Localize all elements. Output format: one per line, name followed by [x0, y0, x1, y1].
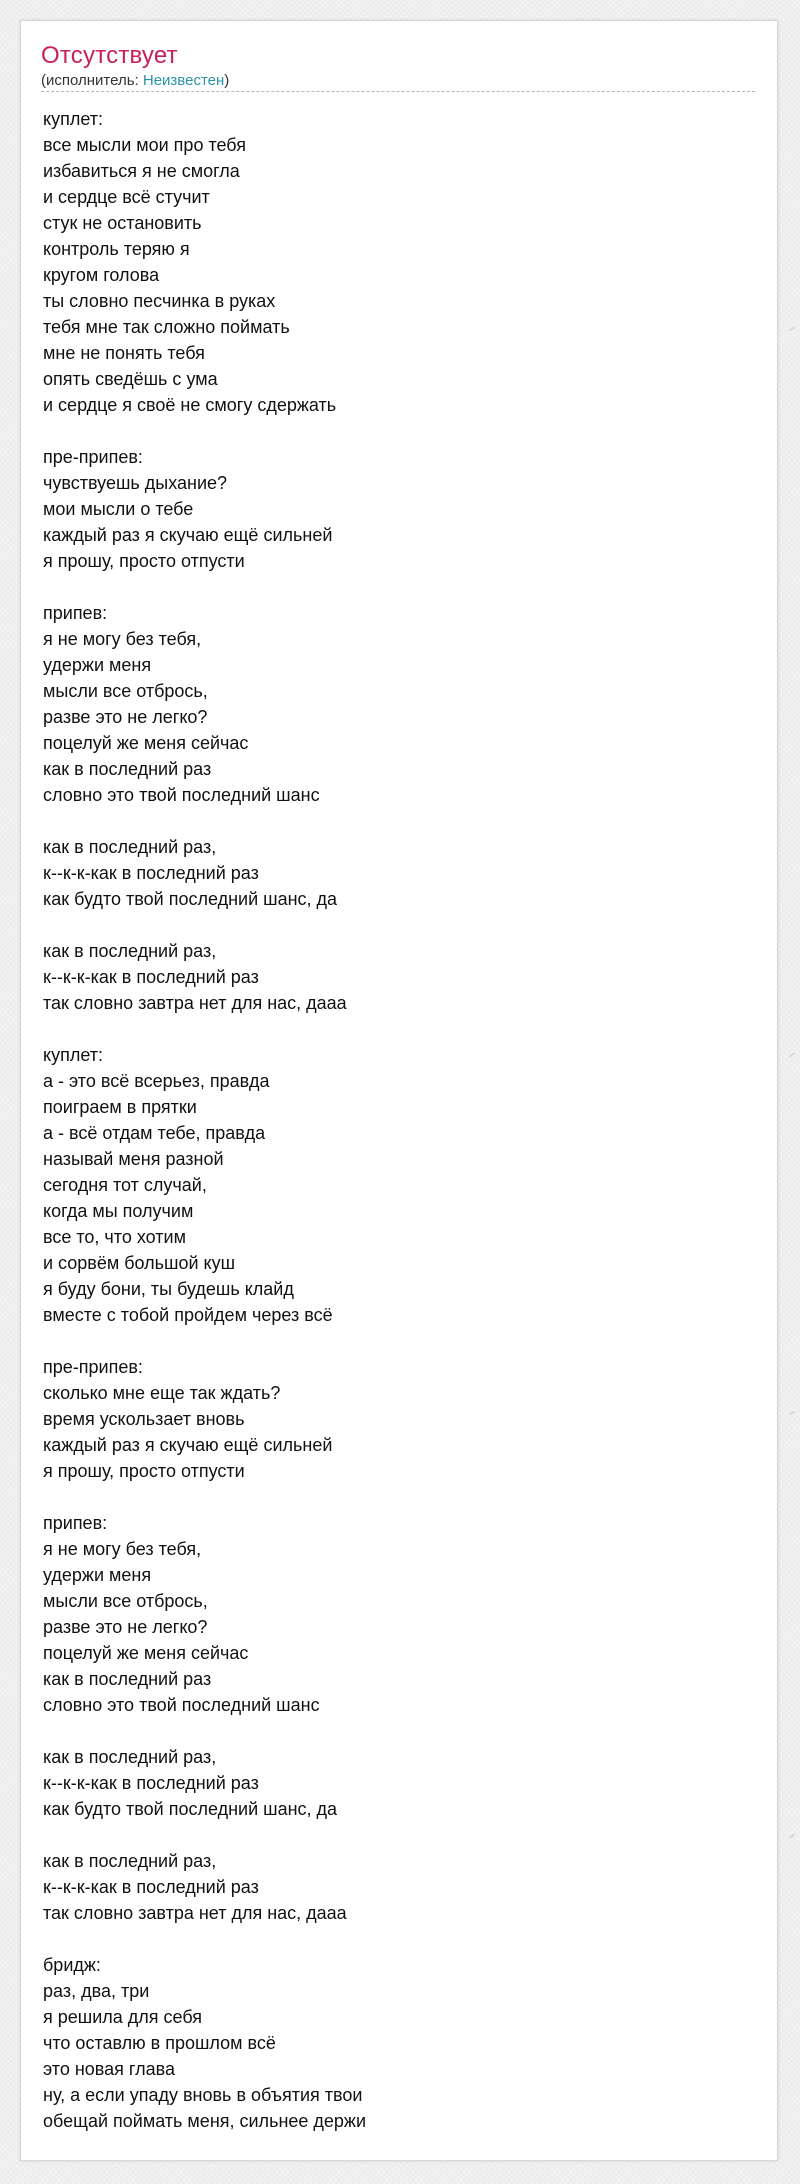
lyric-line: время ускользает вновь: [43, 1409, 245, 1429]
lyric-line: к--к-к-как в последний раз: [43, 1773, 259, 1793]
lyric-line: опять сведёшь с ума: [43, 369, 218, 389]
lyric-line: мысли все отбрось,: [43, 681, 208, 701]
lyric-line: поцелуй же меня сейчас: [43, 1643, 249, 1663]
lyric-line: мои мысли о тебе: [43, 499, 194, 519]
artist-suffix: ): [224, 72, 230, 89]
lyric-line: когда мы получим: [43, 1201, 194, 1221]
lyric-line: как будто твой последний шанс, да: [43, 1799, 338, 1819]
lyric-line: я прошу, просто отпусти: [43, 551, 245, 571]
lyric-line: и сердце всё стучит: [43, 187, 210, 207]
lyric-line: и сорвём большой куш: [43, 1253, 236, 1273]
lyric-line: обещай поймать меня, сильнее держи: [43, 2111, 367, 2131]
lyric-line: так словно завтра нет для нас, дааа: [43, 993, 347, 1013]
lyric-line: я не могу без тебя,: [43, 629, 202, 649]
song-title: Отсутствует: [41, 42, 178, 69]
lyric-line: мне не понять тебя: [43, 343, 205, 363]
lyric-line: как в последний раз,: [43, 837, 217, 857]
stanza-gap: [43, 1718, 757, 1744]
lyric-line: как в последний раз: [43, 759, 212, 779]
lyric-line: вместе с тобой пройдем через всё: [43, 1305, 333, 1325]
lyric-line: чувствуешь дыхание?: [43, 473, 228, 493]
lyric-line: к--к-к-как в последний раз: [43, 1877, 259, 1897]
lyric-line: поцелуй же меня сейчас: [43, 733, 249, 753]
lyric-line: удержи меня: [43, 655, 152, 675]
lyric-line: а - это всё всерьез, правда: [43, 1071, 270, 1091]
lyric-line: и сердце я своё не смогу сдержать: [43, 395, 337, 415]
lyric-line: каждый раз я скучаю ещё сильней: [43, 525, 333, 545]
artist-link[interactable]: Неизвестен: [142, 72, 225, 89]
song-header: [41, 41, 755, 92]
artist-prefix: (исполнитель:: [41, 72, 143, 89]
lyric-line: к--к-к-как в последний раз: [43, 967, 259, 987]
lyric-line: словно это твой последний шанс: [43, 1695, 320, 1715]
stanza-gap: [43, 418, 757, 444]
stanza-gap: [43, 1484, 757, 1510]
lyric-line: называй меня разной: [43, 1149, 224, 1169]
edge-mark: [789, 327, 795, 332]
lyric-line: контроль теряю я: [43, 239, 190, 259]
lyric-line: разве это не легко?: [43, 707, 208, 727]
lyric-line: это новая глава: [43, 2059, 175, 2079]
lyric-line: что оставлю в прошлом всё: [43, 2033, 276, 2053]
lyric-line: стук не остановить: [43, 213, 202, 233]
stanza-gap: [43, 1926, 757, 1952]
lyric-line: куплет:: [43, 109, 103, 129]
lyric-line: а - всё отдам тебе, правда: [43, 1123, 266, 1143]
lyric-line: я решила для себя: [43, 2007, 203, 2027]
lyric-line: как в последний раз: [43, 1669, 212, 1689]
lyrics-body: [43, 106, 757, 2134]
lyric-line: пре-припев:: [43, 447, 143, 467]
lyric-line: как в последний раз,: [43, 941, 217, 961]
lyrics-card: [20, 20, 778, 2161]
lyric-line: поиграем в прятки: [43, 1097, 197, 1117]
lyric-line: ты словно песчинка в руках: [43, 291, 276, 311]
stanza-gap: [43, 912, 757, 938]
lyric-line: я буду бони, ты будешь клайд: [43, 1279, 294, 1299]
lyric-line: я прошу, просто отпусти: [43, 1461, 245, 1481]
lyric-line: сегодня тот случай,: [43, 1175, 207, 1195]
edge-mark: [789, 1053, 795, 1058]
edge-mark: [789, 1411, 795, 1416]
lyric-line: ну, а если упаду вновь в объятия твои: [43, 2085, 363, 2105]
lyric-line: припев:: [43, 603, 108, 623]
lyric-line: так словно завтра нет для нас, дааа: [43, 1903, 347, 1923]
lyric-line: я не могу без тебя,: [43, 1539, 202, 1559]
lyric-line: все то, что хотим: [43, 1227, 186, 1247]
lyric-line: как в последний раз,: [43, 1851, 217, 1871]
lyric-line: кругом голова: [43, 265, 160, 285]
lyric-line: как в последний раз,: [43, 1747, 217, 1767]
lyric-line: куплет:: [43, 1045, 103, 1065]
lyric-line: бридж:: [43, 1955, 101, 1975]
lyric-line: сколько мне еще так ждать?: [43, 1383, 281, 1403]
lyric-line: разве это не легко?: [43, 1617, 208, 1637]
lyric-line: мысли все отбрось,: [43, 1591, 208, 1611]
lyric-line: избавиться я не смогла: [43, 161, 240, 181]
stanza-gap: [43, 1016, 757, 1042]
lyric-line: удержи меня: [43, 1565, 152, 1585]
stanza-gap: [43, 1328, 757, 1354]
lyric-line: тебя мне так сложно поймать: [43, 317, 290, 337]
lyric-line: как будто твой последний шанс, да: [43, 889, 338, 909]
lyric-line: к--к-к-как в последний раз: [43, 863, 259, 883]
lyric-line: все мысли мои про тебя: [43, 135, 246, 155]
stanza-gap: [43, 574, 757, 600]
artist-line: [41, 71, 755, 90]
lyric-line: словно это твой последний шанс: [43, 785, 320, 805]
lyric-line: пре-припев:: [43, 1357, 143, 1377]
lyric-line: раз, два, три: [43, 1981, 150, 2001]
stanza-gap: [43, 808, 757, 834]
lyric-line: припев:: [43, 1513, 108, 1533]
edge-mark: [789, 1834, 795, 1839]
stanza-gap: [43, 1822, 757, 1848]
lyric-line: каждый раз я скучаю ещё сильней: [43, 1435, 333, 1455]
